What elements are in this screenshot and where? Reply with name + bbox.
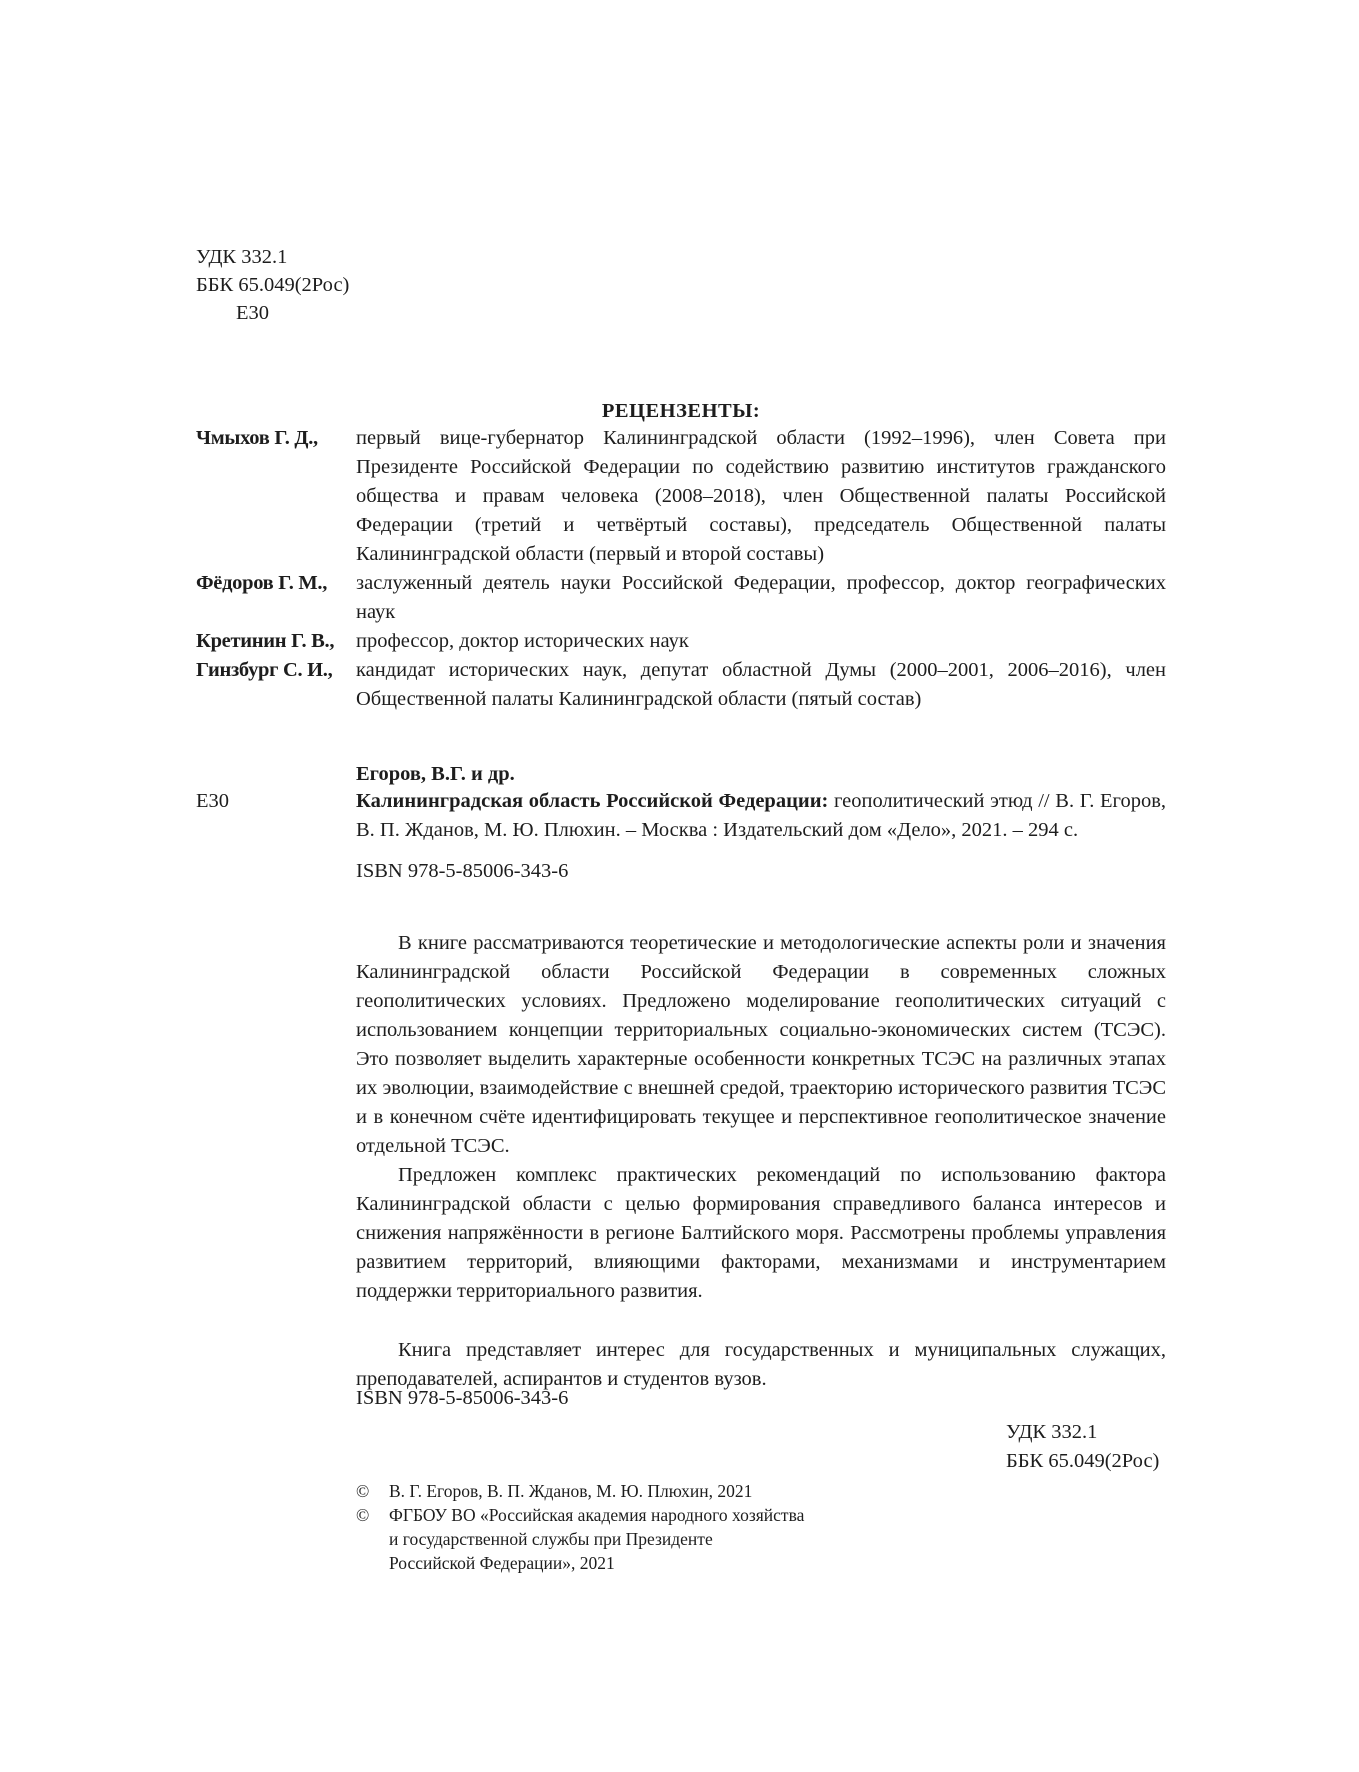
copyright-authors-text: В. Г. Егоров, В. П. Жданов, М. Ю. Плюхин, 2021 — [389, 1481, 753, 1501]
udk-code: УДК 332.1 — [196, 246, 288, 268]
copyright-publisher-line: и государственной службы при Президенте — [389, 1529, 713, 1549]
footer-isbn: ISBN 978-5-85006-343-6 — [356, 1387, 569, 1409]
copyright-icon: © — [356, 1481, 370, 1501]
reviewer-description: первый вице-губернатор Калининградской области (1992–1996), член Совета при Президенте Российской Федерации по содействию развитию институтов гражданского общества и правам человека (2008–2018), член Общественной палаты Российской Федерации (третий и четвёртый составы), председатель Общественной палаты Калининградской области (первый и второй составы) — [356, 427, 1166, 565]
copyright-publisher-line: Российской Федерации», 2021 — [389, 1553, 615, 1573]
reviewer-description: профессор, доктор исторических наук — [356, 630, 689, 652]
copyright-authors — [356, 1479, 804, 1503]
reviewer-name: Фёдоров Г. М., — [196, 572, 328, 594]
reviewer-item — [196, 569, 1166, 627]
annotation-paragraph: Книга представляет интерес для государственных и муниципальных служащих, преподавателей, аспирантов и студентов вузов. — [356, 1339, 1166, 1390]
copyright-publisher-line: ФГБОУ ВО «Российская академия народного хозяйства — [389, 1505, 805, 1525]
reviewer-description: кандидат исторических наук, депутат областной Думы (2000–2001, 2006–2016), член Общественной палаты Калининградской области (пятый состав) — [356, 659, 1166, 710]
book-description: геополитический этюд // В. Г. Егоров, В. П. Жданов, М. Ю. Плюхин. – Москва : Издательский дом «Дело», 2021. – 294 с. — [356, 790, 1167, 841]
reviewer-description: заслуженный деятель науки Российской Федерации, профессор, доктор географических наук — [356, 572, 1166, 623]
isbn-line: ISBN 978-5-85006-343-6 — [356, 860, 569, 882]
biblio-author-heading: Егоров, В.Г. и др. — [356, 763, 515, 785]
classification-block — [196, 243, 349, 327]
annotation-paragraph: Предложен комплекс практических рекомендаций по использованию фактора Калининградской области с целью формирования справедливого баланса интересов и снижения напряжённости в регионе Балтийского моря. Рассмотрены проблемы управления развитием территорий, влияющими факторами, механизмами и инструментарием поддержки территориального развития. — [356, 1164, 1166, 1302]
copyright-publisher-text — [389, 1503, 804, 1575]
annotation-paragraph: В книге рассматриваются теоретические и методологические аспекты роли и значения Калининградской области Российской Федерации в современных сложных геополитических условиях. Предложено моделирование геополитических ситуаций с использованием концепции территориальных социально-экономических систем (ТСЭС). Это позволяет выделить характерные особенности конкретных ТСЭС на различных этапах их эволюции, взаимодействие с внешней средой, траекторию исторического развития ТСЭС и в конечном счёте идентифицировать текущее и перспективное геополитическое значение отдельной ТСЭС. — [356, 932, 1166, 1157]
book-title: Калининградская область Российской Федерации: — [356, 790, 829, 812]
copyright-icon: © — [356, 1505, 370, 1525]
reviewers-title: РЕЦЕНЗЕНТЫ: — [601, 400, 761, 422]
biblio-code: Е30 — [196, 790, 230, 812]
reviewer-item — [196, 656, 1166, 714]
reviewers-list — [196, 424, 1166, 714]
reviewer-name: Чмыхов Г. Д., — [196, 427, 318, 449]
annotation — [356, 929, 1166, 1394]
copyright-block — [356, 1479, 804, 1575]
reviewer-item — [196, 627, 1166, 656]
reviewer-name: Кретинин Г. В., — [196, 630, 335, 652]
biblio-record — [356, 787, 1166, 845]
footer-classification — [1006, 1418, 1159, 1476]
copyright-publisher — [356, 1503, 804, 1575]
reviewer-name: Гинзбург С. И., — [196, 659, 333, 681]
reviewer-item — [196, 424, 1166, 569]
footer-udk: УДК 332.1 — [1006, 1421, 1098, 1443]
footer-bbk: ББК 65.049(2Рос) — [1006, 1450, 1160, 1472]
author-mark: Е30 — [236, 302, 270, 324]
bbk-code: ББК 65.049(2Рос) — [196, 274, 350, 296]
